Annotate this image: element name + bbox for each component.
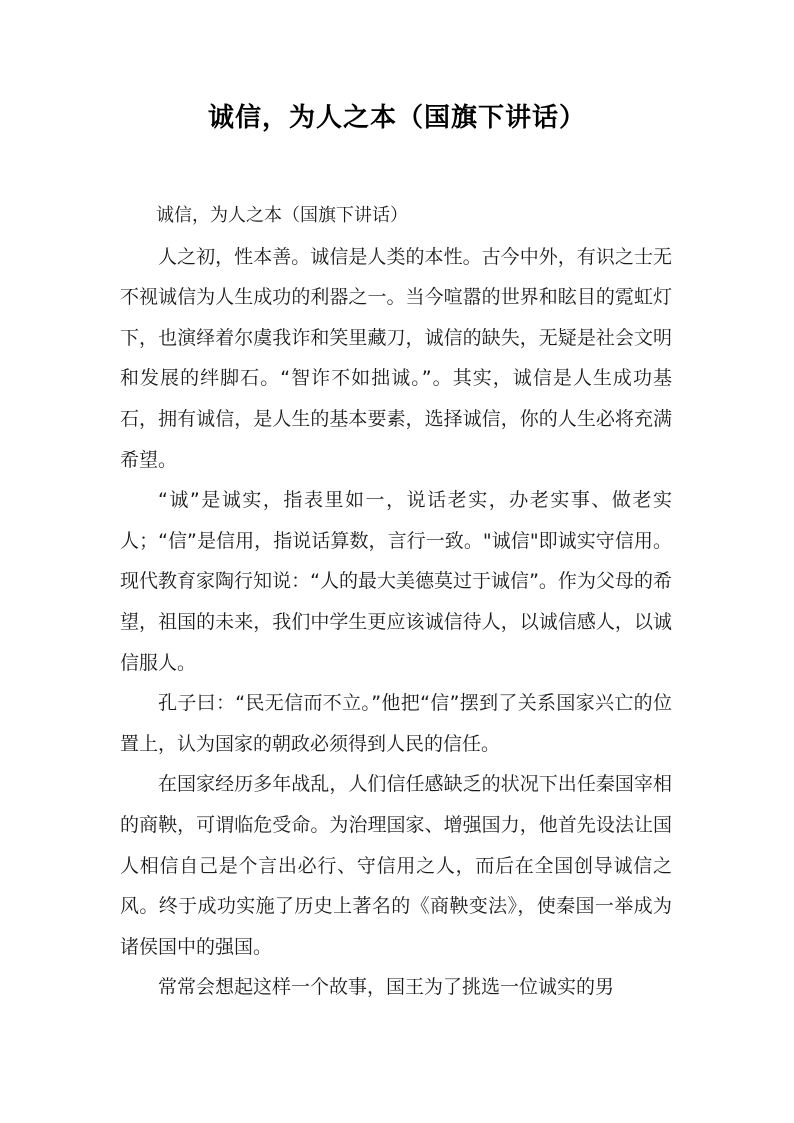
document-body: [120, 196, 672, 1008]
paragraph-1: 人之初，性本善。诚信是人类的本性。古今中外，有识之士无不视诚信为人生成功的利器之一。当今喧嚣的世界和眩目的霓虹灯下，也演绎着尔虞我诈和笑里藏刀，诚信的缺失，无疑是社会文明和发展的绊脚石。“智诈不如拙诚。”。其实，诚信是人生成功基石，拥有诚信，是人生的基本要素，选择诚信，你的人生必将充满希望。: [120, 245, 672, 471]
paragraph-2: “诚”是诚实，指表里如一，说话老实，办老实事、做老实人；“信”是信用，指说话算数，言行一致。"诚信"即诚实守信用。现代教育家陶行知说：“人的最大美德莫过于诚信”。作为父母的希望，祖国的未来，我们中学生更应该诚信待人，以诚信感人，以诚信服人。: [120, 489, 672, 674]
document-title: 诚信，为人之本（国旗下讲话）: [207, 103, 586, 133]
body-subtitle: 诚信，为人之本（国旗下讲话）: [156, 205, 408, 226]
paragraph-4: 在国家经历多年战乱，人们信任感缺乏的状况下出任秦国宰相的商鞅，可谓临危受命。为治理国家、增强国力，他首先设法让国人相信自己是个言出必行、守信用之人，而后在全国创导诚信之风。终于成功实施了历史上著名的《商鞅变法》，使秦国一举成为诸侯国中的强国。: [120, 773, 672, 958]
paragraph-5: 常常会想起这样一个故事，国王为了挑选一位诚实的男: [158, 976, 615, 999]
paragraph-3: 孔子曰：“民无信而不立。”他把“信”摆到了关系国家兴亡的位置上，认为国家的朝政必须得到人民的信任。: [120, 692, 672, 755]
